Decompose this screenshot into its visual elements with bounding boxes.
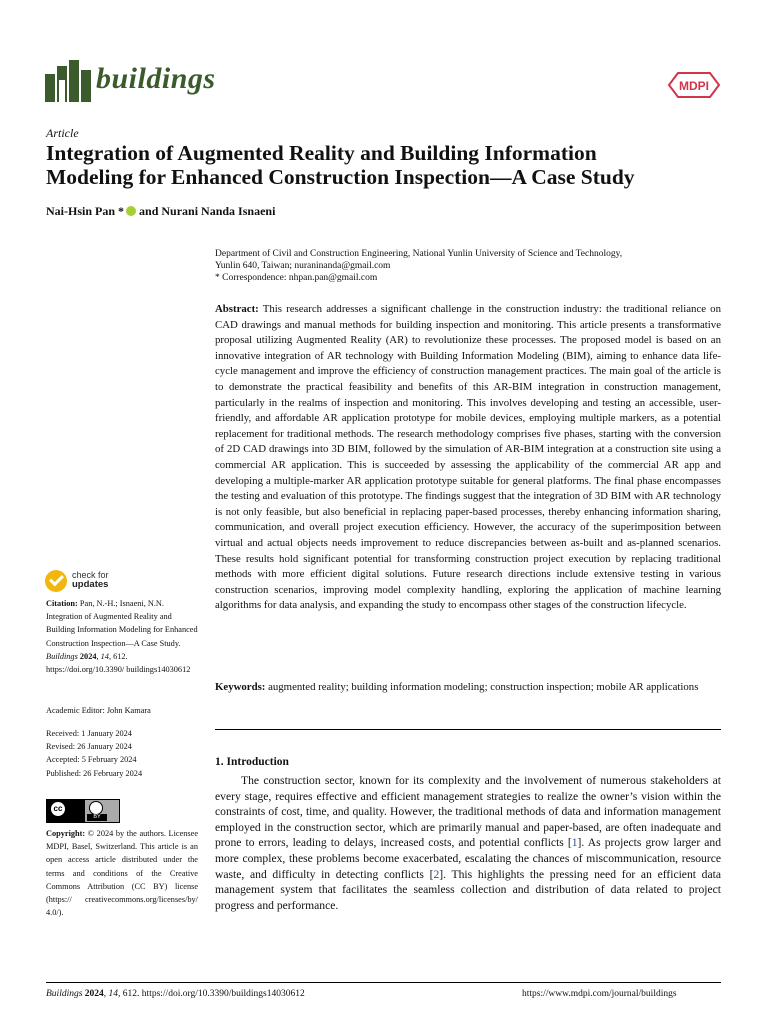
- footer-doi-link[interactable]: , 612. https://doi.org/10.3390/buildings14030612: [118, 989, 305, 999]
- academic-editor: Academic Editor: John Kamara: [46, 706, 151, 715]
- citation-doi[interactable]: , 612. https://doi.org/10.3390/ buildings14030612: [46, 651, 191, 675]
- citation-journal: Buildings: [46, 651, 78, 661]
- copyright-notice: [46, 827, 198, 919]
- citation-link-2[interactable]: 2: [433, 867, 440, 881]
- title-line-2: Modeling for Enhanced Construction Inspection—A Case Study: [46, 165, 635, 189]
- copyright-text: © 2024 by the authors. Licensee MDPI, Basel, Switzerland. This article is an open access article distributed under the terms and conditions of the Creative Commons Attribution (CC BY) license (https:// creativecommons.org/licenses/by/ 4.0/).: [46, 829, 199, 918]
- citation-volume: 14: [100, 651, 109, 661]
- orcid-icon[interactable]: [126, 206, 136, 216]
- citation-authors: Pan, N.-H.; Isnaeni, N.N. Integration of Augmented Reality and Building Information Modeling for Enhanced Construction Inspection—A Case Study.: [46, 599, 198, 648]
- affiliation-line-1: Department of Civil and Construction Engineering, National Yunlin University of Science and Technology,: [215, 249, 623, 259]
- footer-year: 2024: [84, 989, 104, 999]
- intro-text-1: The construction sector, known for its complexity and the involvement of numerous stakeholders at every stage, requires effective and efficient management strategies to realize the owner’s vision within the constraints of cost, time, and quality. However, the traditional methods of data and information management employed in the construction sector, which are primarily manual and paper-based, are often inadequate and prone to errors, leading to delays, increased costs, and potential conflicts [: [215, 774, 721, 850]
- date-received: Received: 1 January 2024: [46, 729, 132, 738]
- publication-dates: [46, 727, 198, 780]
- introduction-paragraph: [215, 773, 721, 913]
- affiliation-line-2: Yunlin 640, Taiwan; nuraninanda@gmail.com: [215, 261, 391, 271]
- footer-volume: 14: [108, 989, 119, 999]
- abstract: [215, 302, 721, 614]
- article-type: Article: [46, 126, 79, 140]
- footer-citation: Buildings 2024, 14, 612. https://doi.org/10.3390/buildings14030612: [46, 989, 305, 999]
- check-updates-line-2: updates: [72, 579, 109, 590]
- section-heading-introduction: 1. Introduction: [215, 756, 289, 768]
- journal-name: buildings: [96, 62, 216, 95]
- intro-text-3: ]. This highlights the pressing need for an efficient data management system that facilitates the seamless collection and distribution of data related to project progress and performance.: [215, 867, 721, 912]
- check-updates-icon: [45, 570, 67, 592]
- keywords: [215, 680, 721, 696]
- section-divider: [215, 729, 721, 730]
- footer-divider: [46, 982, 721, 983]
- citation-block: Citation: Pan, N.-H.; Isnaeni, N.N. Integration of Augmented Reality and Building Information Modeling for Enhanced Construction Inspection—A Case Study. Buildings 2024, 14, 612. https://doi.org/10.3390/ buildings14030612: [46, 599, 198, 675]
- affiliations: [215, 248, 725, 284]
- mdpi-logo-icon: [667, 71, 721, 99]
- keywords-label: Keywords:: [215, 681, 266, 693]
- attribution-icon: [89, 801, 103, 815]
- journal-logo-icon: [45, 60, 91, 102]
- citation-year: 2024: [79, 651, 97, 661]
- date-published: Published: 26 February 2024: [46, 768, 143, 778]
- cc-by-license-badge[interactable]: [46, 799, 120, 823]
- date-accepted: Accepted: 5 February 2024: [46, 755, 137, 765]
- by-label: BY: [87, 814, 107, 821]
- mdpi-logo-text: MDPI: [679, 79, 709, 93]
- citation-link-1[interactable]: 1: [571, 836, 578, 850]
- footer-journal-url[interactable]: https://www.mdpi.com/journal/buildings: [522, 989, 677, 999]
- citation-label: Citation:: [46, 599, 78, 608]
- abstract-label: Abstract:: [215, 303, 259, 315]
- footer-journal: Buildings: [46, 989, 83, 999]
- article-title: [46, 141, 736, 189]
- check-updates-line-1: check for: [72, 570, 109, 580]
- abstract-text: This research addresses a significant challenge in the construction industry: the traditional reliance on CAD drawings and manual methods for building inspection and monitoring. This article presents a transformative proposal utilizing Augmented Reality (AR) to revolutionize these processes. The proposed model is based on an innovative integration of AR technology with Building Information Modeling (BIM), aiming to enhance data life-cycle management and improve the efficiency of construction management practices. The main goal of the article is to demonstrate the practical feasibility and benefits of this AR-BIM integration in construction management, particularly in the realms of inspection and monitoring. This involves developing and testing an accessible, user-friendly, and affordable AR application prototype for mobile devices, employing multiple markers, as a potential replacement for traditional methods. The research methodology comprises five phases, starting with the conversion of 2D CAD drawings into 3D BIM, followed by the simulation of AR-BIM integration at a construction site using a commercial AR application. This is succeeded by assessing the applicability of the commercial AR app and developing a multiple-marker AR application prototype suitable for general platforms. The final phase encompasses the testing and evaluation of this prototype. The findings suggest that the integration of 3D BIM with AR technology is not only feasible, but also beneficial in replacing paper-based processes, thereby enhancing information sharing, communication, and overall project execution efficiency. However, the accuracy of the superimposition between virtual and actual objects needs improvement to reduce discrepancies between as-built and as-planned scenarios. These results hold significant potential for transforming construction project execution by replacing traditional methods with more efficient digital solutions. Future research directions include extensive testing in various construction scenarios, improving model complexity handling, exploring the application of machine learning algorithms for data analysis, and expanding the study to encompass other stages of the construction lifecycle.: [215, 303, 721, 612]
- intro-text-2: ]. As projects grow larger and more complex, these problems become exacerbated, escalating the chances of miscommunication, resource waste, and difficulty in detecting conflicts [: [215, 836, 721, 881]
- author-2[interactable]: and Nurani Nanda Isnaeni: [139, 204, 276, 218]
- title-line-1: Integration of Augmented Reality and Building Information: [46, 141, 597, 165]
- keywords-text: augmented reality; building information modeling; construction inspection; mobile AR applications: [268, 681, 699, 693]
- cc-icon: cc: [51, 802, 65, 816]
- authors: [46, 204, 275, 219]
- date-revised: Revised: 26 January 2024: [46, 742, 132, 752]
- author-1[interactable]: Nai-Hsin Pan *: [46, 204, 125, 218]
- check-for-updates-button[interactable]: [45, 568, 125, 594]
- correspondence: * Correspondence: nhpan.pan@gmail.com: [215, 273, 378, 283]
- copyright-label: Copyright:: [46, 829, 86, 838]
